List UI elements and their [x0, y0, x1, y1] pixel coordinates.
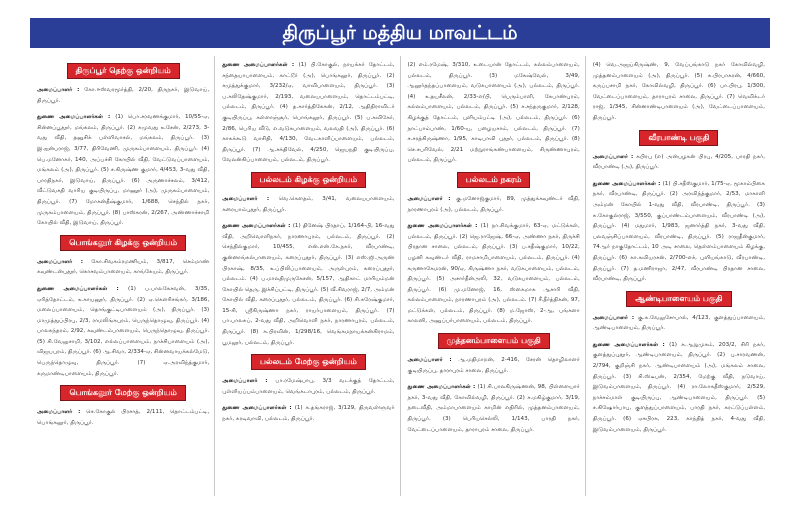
entry-role-label: துணை அமைப்பாளர்கள் :: [592, 341, 670, 348]
entry-role-label: அமைப்பாளர் :: [37, 87, 85, 93]
entry-text: கோ.ஈஸ்வரமூர்த்தி, 2/20, திருநகர், இடுவாய், திருப்பூர்.: [37, 87, 210, 104]
entry-role-label: துணை அமைப்பாளர்கள் :: [222, 223, 293, 230]
entry-role-label: துணை அமைப்பாளர்கள் :: [407, 223, 481, 230]
entry-text: (1) பொ.சரவணக்குமார், 10/55-ஏ, சின்னப்பூதூர், மங்கலம், திருப்பூர். (2) சுமுவது உசேன், 2/273, 3-வது வீதி, தனுசிக் பள்ளிவாசல், மங்கலம், திருப்பூர். (3) இ.ஐன்பராஜ், 3/77, திரிவேணி, முருகம்பாளையம், திருப்பூர். (4) பெ.மனோகர், 140, அப்பச்சி கோயில் வீதி, வேட்டுவப்பாளையம், மங்கலம் (அ), திருப்பூர். (5) ச.கிருஷ்ண குமார், 4/453, 3-வது வீதி, பாரதிநகர், இடுவாய், திருப்பூர். (6) அருணாச்சலம், 3/412, வீட்டுவசதி வாரிய குடியிருப்பு, மாணூர் (அ), முருகம்பாளையம், திருப்பூர். (7) மோகன்தீஷ்குமார், 1/688, செந்தில் நகர், முருகம்பாளையம், திருப்பூர். (8) பாஸ்கரன், 2/267, அண்ணாச்சாமி கோயில் வீதி, இடுவாய், திருப்பூர்.: [37, 114, 210, 227]
member-entry: [593, 340, 765, 435]
entry-role-label: துணை அமைப்பாளர்கள் :: [222, 405, 295, 412]
entry-role-label: அமைப்பாளர் :: [407, 357, 459, 364]
member-entry: [593, 313, 765, 334]
entry-text: சுபிரபு (எ) அன்பழகன் பிரபு, 4/205, பாரதி நகர், வீரபாண்டி (அ), திருப்பூர்.: [592, 153, 765, 171]
section-heading: திருப்பூர் தெற்கு ஒன்றியம்: [67, 63, 180, 79]
entry-text: ஆ.மதிமாறன், 2-416, சேரன் தொழிலாளர் குடியிருப்பு, தாராபுரம் சாலை, திருப்பூர்.: [407, 357, 580, 374]
entry-text: (1) சி.பாலகிருஷ்ணன், 98, பிள்ளையார் நகர், 3-வது வீதி, கோவில்வழி, திருப்பூர். (2) ச.மகிழ்குமார், 3/19, நடைவீதி, அம்மாபாளையம் காமின் எதிரில், முத்தனம்பாளையம், திருப்பூர். (3) பெரியசெல்லி, 1/143, பாரதி நகர், வேட்டைப்பாளையம், தாராபுரம் சாலை, திருப்பூர்.: [407, 384, 580, 433]
entry-text: (1) பி.சதீஸ்குமார், 1/75-ஏ, மூகாம்பிகை நகர், வீரபாண்டி, திருப்பூர். (2) அரவிந்த்குமார், 2/53, மாகாளி அம்மன் கோயில் 1-வது வீதி, வீரபாண்டி, திருப்பூர். (3) சு.கோகுல்ராஜ், 3/550, குப்பாண்டம்பாளையம், வீரபாண்டி (அ), திருப்பூர். (4) மதுமார், 1/983, ஜனார்த்தி நகர், 3-வது வீதி, பலவஞ்சிப்பாளையம், வீரபாண்டி, திருப்பூர். (5) ராஜதீன்குமார், 74ஆர் நாகுதோட்டம், 10 அடி சாலை, தெள்ளம்பாளையம் கிழக்கு, திருப்பூர். (6) கா.கவியரசன், 2/700-எச், புளியங்காடு, வீரபாண்டி, திருப்பூர். (7) த.மணிராஜா, 2/47, வீரபாண்டி பிரதான சாலை, வீரபாண்டி, திருப்பூர்.: [592, 180, 765, 283]
column-4: [585, 56, 770, 496]
member-entry: [222, 376, 394, 397]
member-entry: [408, 355, 580, 376]
entry-text: கு.க.வேலுசோபால், 4/123, குளத்துப்பாளையம், ஆண்டிபாளையம், திருப்பூர்.: [592, 314, 765, 332]
entry-text: கு.மனோஜ்குமார், 89, முத்துக்கவுண்டர் வீதி, நாரணாபுரம் (அ), பல்லடம், திருப்பூர்.: [407, 195, 580, 213]
section-heading: பல்லடம் நகரம்: [457, 172, 531, 188]
member-entry: [408, 194, 580, 215]
entry-role-label: அமைப்பாளர் :: [407, 195, 457, 202]
section-heading: ஆண்டிபாளையம் பகுதி: [626, 291, 731, 307]
entry-text: (1) பி.கோகுல், நாயக்கர் தோட்டம், சந்தையாபாளையம், காட்டூர் (அ), பொங்கலூர், திருப்பூர். (2) சமுத்துக்குமார், 3/232/ஏ, வாவிபாளையம், திருப்பூர். (3) ப.கலிதேஷ்குமார், 2/193, வலையபாளையம், தொட்டம்பட்டி, பல்லடம், திருப்பூர். (4) த.கார்த்திகேசுன், 2/12, ஆதிதிராவிடர் குடியிருப்பு, கள்ளாஞ்சூர், பொங்கலூர், திருப்பூர். (5) ப.கவிகேர், 2/86, பெரிய வீடு, எ.வடுகபாளையம், வலவதி (அ), திருப்பூர். (6) காசுக்கூடு வாசிதி, 4/130, வேடகாளிப்பாளையம், பல்லடம், திருப்பூர். (7) ஆ.சக்திவேல், 4/250, ஜெயநதி குடியிருப்பு, வேலன்கிப்பாளையம், பல்லடம், திருப்பூர்.: [222, 62, 395, 164]
member-entry: [408, 60, 580, 166]
entry-text: வெ.கௌதம், 3/41, வலையபாளையம், கரையாம்புதூர், திருப்பூர்.: [222, 195, 395, 213]
member-entry: [37, 257, 209, 278]
entry-text: (1) க.தங்கராஜ், 3/129, திருவள்ளுவர் நகர், கரடிவாவி, பல்லடம், திருப்பூர்.: [222, 405, 395, 423]
member-entry: [37, 85, 209, 106]
entry-role-label: துணை அமைப்பாளர்கள் :: [37, 285, 129, 292]
section-heading: பொங்கலூர் கிழக்கு ஒன்றியம்: [60, 235, 186, 251]
member-entry: [408, 221, 580, 327]
entry-text: (1) சு.ஆறுமுகம், 203/2, சிரி நகர், குளத்துப்புதூர், ஆண்டிபாளையம், திருப்பூர். (2) பு.சாரவணன், 2/794, குறிஞ்சி நகர், ஆண்டிபாளையம் (அ), மங்கலம் சாலை, திருப்பூர். (3) சி.ஸ்டீபன், 2/354, மேற்கு வீதி, நடுவாய், இடுவம்பாளையம், திருப்பூர். (4) ரா.லோகதீஸ்குமார், 2/529, நாச்சம்மாள் குடியிருப்பு, ஆண்டிபாளையம், திருப்பூர். (5) ச.கிஷோர்பாபு, குளத்துப்பாளையம், பாரதி நகர், கரட்டுப்பள்ளம், திருப்பூர். (6) ஏசுபிரசு, 223, காந்தித் நகர், 4-வது வீதி, இடுவம்பாளையம், திருப்பூர்.: [592, 341, 765, 433]
entry-role-label: அமைப்பாளர் :: [37, 409, 87, 416]
column-2: [214, 56, 399, 496]
district-title-banner: திருப்பூர் மத்திய மாவட்டம்: [30, 18, 770, 48]
entry-role-label: துணை அமைப்பாளர்கள் :: [222, 62, 299, 68]
entry-role-label: அமைப்பாளர் :: [222, 195, 279, 202]
member-entry: [37, 284, 209, 379]
member-entry: [222, 221, 394, 348]
section-heading: முத்தனம்பாளையம் பகுதி: [438, 333, 550, 349]
member-entry: [593, 179, 765, 285]
entry-text: (1) ப.பாலகேசவன், 3/35, ஏரித்தோட்டம், உகாயனூர், திருப்பூர். (2) ஏ.கௌரிசங்கர், 3/186, மலைப்பாளையம், தொங்குட்டிபாளையம் (அ), திருப்பூர். (3) மாமுத்துப்பிரபு, 2/3, ராமலிங்கபுரம், பெருந்தொழுவு, திருப்பூர். (4) பாலசுந்தரம், 2/92, கவுண்டம்பாளையம், பெருந்தொழுவு, திருப்பூர். (5) சி.வேலுசாமி, 3/102, எல்லப்பாளையம், நாச்சிபாளையம் (அ), விஜயபுரம், திருப்பூர். (6) ஆ.சிவா, 2/334-ஏ, சின்னவாயக்கல்மேடு, பெருந்தொழுவு, திருப்பூர். (7) ஏ.அரவிந்த்குமார், கருமாண்டிபாளையம், திருப்பூர்.: [37, 285, 210, 377]
entry-role-label: அமைப்பாளர் :: [222, 378, 276, 385]
entry-text: பா.ரமேஷ்பாபு, 3/3 வடக்குத் தோட்டம், புள்ளியப்பம்பாளையம், வெங்கடாபுரம், பல்லடம், திருப்பூர்.: [222, 378, 395, 395]
member-entry: [593, 60, 765, 124]
entry-text: (2) எம்.ரமேஷ், 3/310, உடையான் தோட்டம், கல்லம்பாளையம், பல்லடம், திருப்பூர். (3) மகேஷ்வேல், 3/49, ஆலூர்தந்தப்பாளையம், வடுகபாளையம் (அ), பல்லடம், திருப்பூர். (4) உதயசீலன், 2/33-எ/பி, பெரும்பாளி, கேபாண்புரம், கல்லம்பாளையம், பல்லடம், திருப்பூர். (5) ச.சந்தருகுமார், 2/128, கிழக்குத் தோட்டம், புளியம்பட்டி (அ), பல்லடம், திருப்பூர். (6) நாட்பாம்பாண், 1/60-யு, பழையசாம், பல்லடம், திருப்பூர். (7) ச.சரத்கிருஷ்ணா, 1/95, காடிபாவி புதூர், பல்லடம், திருப்பூர். (8) செ.சபரிவேல், 2/21 மற்றுராங்கண்பாளையம், சிருண்ணாபுரம், பல்லடம், திருப்பூர்.: [407, 62, 580, 164]
entry-role-label: அமைப்பாளர் :: [592, 153, 637, 160]
section-heading: வீரபாண்டி பகுதி: [639, 130, 718, 146]
entry-role-label: அமைப்பாளர் :: [592, 314, 638, 321]
entry-text: கோ.சிவகம்ரமணியம், 3/817, செம்மாண் கவுண்டன்புதூர், கொசவம்பாளையம், காங்கேயம், திருப்பூர்.: [37, 258, 210, 276]
section-heading: பல்லடம் கிழக்கு ஒன்றியம்: [251, 172, 366, 188]
entry-role-label: துணை அமைப்பாளர்கள் :: [407, 384, 478, 391]
section-heading: பல்லடம் மேற்கு ஒன்றியம்: [251, 354, 366, 370]
entry-text: (1) தினேஷ் பிரதாப், 1/164-பி, 16-வது வீதி, அறிவொளிநகர், நாரணாபுரம், பல்லடம், திருப்பூர். (2) செந்தில்குமார், 10/455, என்.என்.கே.நகர், வீரபாண்டி, குன்னாங்கல்பாளையம், கரைப்புதூர், திருப்பூர். (3) எஸ்.ஜி.அருண் பிரகாஷ், 8/35, உப்பிலிப்பாளையம், அருள்புரம், கரைப்புதூர், பல்லடம். (4) ப.மாலதிமுருகேசன், 5/157, ஆதிகாட் மாரியம்மன் கோயில் தெரு, இச்சிப்பட்டி, திருப்பூர். (5) வீ.சிவராஜ், 2/7, அம்மன் கோயில் வீதி, கரைப்புதூர், பல்லடம், திருப்பூர். (6) சி.சுரேஷ்குமார், 15-சி, ஸ்ரீகிருஷ்ணா நகர், ராயர்பாளையம், திருப்பூர். (7) பா.பாலசுப், 2-வது வீதி, அறிவொளி நகர், நாரணாபுரம், பல்லடம், திருப்பூர். (8) சு.பிரவின், 1/298/16, வெங்கமநாயக்கன்கிராமம், பூமலூர், பல்லடம், திருப்பூர்.: [222, 223, 395, 346]
member-entry: [222, 60, 394, 166]
entry-text: (4) வெ.அஜய்கிருஷ்ண், 9, வேப்பங்காடு நகர் கோவில்வழி, முத்தனம்பாளையம் (அ), திருப்பூர். (5) க.பிரபாகரன், 4/660, கருப்பசாமி நகர், கோவில்வழி, திருப்பூர். (6) பா.பிரபு, 1/300, வேட்டைப்பாளையம், தாராபுரம் சாலை, திருப்பூர். (7) வெவிக்டர் ராஜ், 1/345, சின்னாண்டிபாளையம் (அ), வேட்டைப்பாளையம், திருப்பூர்.: [592, 62, 765, 121]
entry-role-label: துணை அமைப்பாளர்கள் :: [37, 114, 116, 121]
column-1: [30, 56, 214, 496]
column-3: [400, 56, 585, 496]
member-entry: [222, 194, 394, 215]
entry-text: செ.கோகுல் பிரசாத், 2/111, தொட்டம்பட்டி, பொங்கலூர், திருப்பூர்.: [37, 409, 210, 426]
entry-text: (1) நா.சிவக்குமார், 63-ஏ, மட்டுக்கள், பல்லடம், திருப்பூர். (2) ஜெ.ராஜேஷ், 66-ஏ, அண்ணா நகர், திருச்சி பிரதான சாலை, பல்லடம், திருப்பூர். (3) ப.சதீஷ்குமார், 10/22, பழனி கவுண்டர் வீதி, ராமசாமிபாளையம், பல்லடம், திருப்பூர். (4) கருணாகேமரன், 90/ஏ, கிருஷ்ணா நகர், வடுகபாளையம், பல்லடம், திருப்பூர். (5) அசார்தீன்அலி, 32, வடுகபாளையம், பல்லடம், திருப்பூர். (6) மு.மனோஜ், 16, ஸ்கைமாக ஆசாரி வீதி, கல்லம்பாளையம், நாரணாபுரம் (அ), பல்லடம். (7) சீ.தீர்த்திகன், 97, மட்டுக்கள், பல்லடம், திருப்பூர். (8) ம.ஜோஸ், 2-ஆ, பங்களா காலனி, அனுப்பர்பாளையம், பல்லடம், திருப்பூர்.: [407, 223, 580, 325]
member-entry: [222, 403, 394, 424]
entry-role-label: துணை அமைப்பாளர்கள் :: [592, 180, 663, 187]
member-entry: [37, 407, 209, 428]
member-entry: [37, 112, 209, 229]
columns-container: [30, 56, 770, 496]
section-heading: பொங்கலூர் மேற்கு ஒன்றியம்: [60, 385, 185, 401]
member-entry: [593, 152, 765, 173]
entry-role-label: அமைப்பாளர் :: [37, 258, 92, 265]
member-entry: [408, 382, 580, 435]
